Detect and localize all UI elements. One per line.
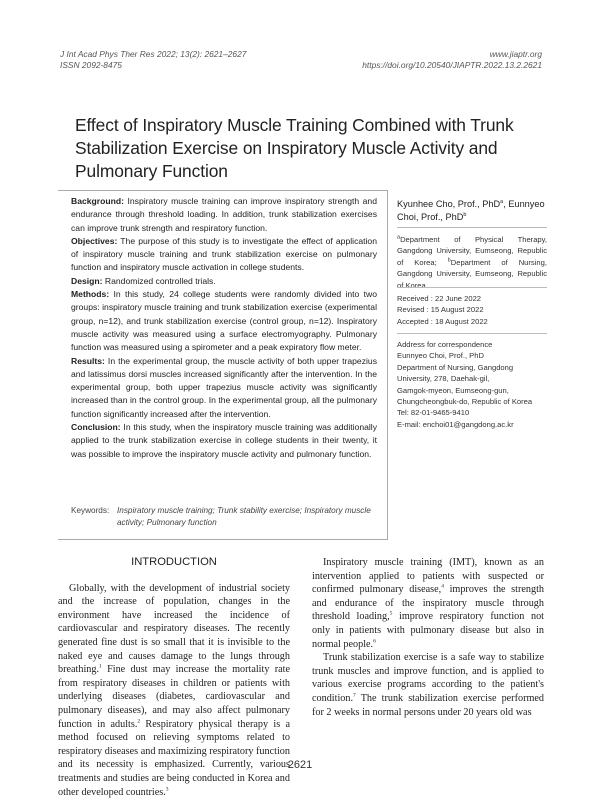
design-text: Randomized controlled trials.	[102, 275, 216, 286]
journal-citation: J Int Acad Phys Ther Res 2022; 13(2): 2621–2627	[60, 49, 247, 59]
journal-site-link[interactable]: www.jiaptr.org	[489, 49, 542, 59]
article-dates	[397, 293, 547, 327]
author-name: , Eunnyeo Choi, Prof., PhD	[397, 199, 545, 222]
conclusion-text: In this study, when the inspiratory muscle training was additionally applied to the trunk stabilization exercise in college students in their twenty, it was possible to improve the inspiratory muscle activity and pulmonary function.	[71, 422, 377, 459]
affiliation-sup: b	[447, 257, 451, 264]
background-text: Inspiratory muscle training can improve inspiratory strength and endurance through threshold loading. In addition, trunk stabilization exercises can improve trunk strength and respiratory function.	[71, 196, 377, 233]
correspondence-tel: Tel: 82-01-9465-9410	[397, 408, 470, 418]
affiliations	[397, 234, 547, 291]
abstract-conclusion	[71, 421, 377, 461]
abstract-design	[71, 275, 377, 288]
citation-ref[interactable]: 3	[165, 786, 169, 793]
intro-text: Fine dust may increase the mortality rate from respiratory diseases in children or patients with underlying diseases (diabetes, cardiovascular and pulmonary diseases), and may also affect pulmonary function in adults.	[58, 664, 290, 730]
issn: ISSN 2092-8475	[60, 60, 122, 70]
methods-label: Methods:	[71, 289, 110, 300]
affiliation-a: Department of Physical Therapy, Gangdong University, Eumseong, Republic of Korea;	[397, 235, 547, 267]
correspondence-email[interactable]: E-mail: enchoi01@gangdong.ac.kr	[397, 419, 514, 429]
abstract-objectives	[71, 235, 377, 275]
background-label: Background:	[71, 196, 124, 206]
results-text: In the experimental group, the muscle activity of both upper trapezius and latissimus dorsi muscles increased significantly after the intervention. In the experimental group, both upper trapezius muscle activity was significantly increased than in the control group. In the experimental group, all the pulmonary function significantly increased after the intervention.	[71, 355, 377, 419]
abstract-results	[71, 355, 377, 421]
abstract-background	[71, 195, 377, 235]
sidebar-divider	[397, 227, 547, 228]
intro-paragraph-3	[312, 651, 544, 719]
abstract	[71, 195, 377, 461]
author-list	[397, 198, 547, 224]
doi-link[interactable]: https://doi.org/10.20540/JIAPTR.2022.13.2.2621	[362, 60, 542, 70]
keywords-text: Inspiratory muscle training; Trunk stability exercise; Inspiratory muscle activity; Pulmonary function	[117, 506, 371, 527]
running-header-right	[362, 49, 542, 71]
correspondence-address: Gamgok-myeon, Eumseong-gun,	[397, 385, 509, 395]
intro-text: Inspiratory muscle training (IMT), known as an intervention applied to patients with suspected or confirmed pulmonary disease,	[312, 557, 544, 596]
body-column-right	[312, 556, 544, 719]
date-accepted: Accepted : 18 August 2022	[397, 316, 488, 326]
conclusion-label: Conclusion:	[71, 422, 121, 433]
intro-text: The trunk stabilization exercise performed for 2 weeks in normal persons under 20 years old was	[312, 692, 544, 718]
intro-text: Respiratory physical therapy is a method focused on relieving symptoms related to respiratory diseases and maximizing respiratory function and its necessity is emphasized. Currently, various treatments and studies are being conducted in Korea and other developed countries.	[58, 718, 290, 798]
author-name: Kyunhee Cho, Prof., PhD	[397, 199, 501, 209]
section-heading-introduction: INTRODUCTION	[131, 556, 217, 568]
correspondence-address: Department of Nursing, Gangdong University, 278, Daehak-gil,	[397, 362, 514, 384]
correspondence-address: Chungcheongbuk-do, Republic of Korea	[397, 397, 533, 407]
citation-ref[interactable]: 5	[389, 610, 393, 617]
author-sup: b	[463, 211, 467, 218]
intro-text: Globally, with the development of industrial society and the increase of population, changes in the environment have increased the incidence of cardiovascular and respiratory diseases. The recently generated fine dust is so small that it is invisible to the naked eye and causes damage to the lungs through breathing.	[58, 582, 290, 676]
citation-ref[interactable]: 4	[441, 583, 444, 590]
date-revised: Revised : 15 August 2022	[397, 305, 484, 315]
correspondence	[397, 339, 547, 430]
objectives-text: The purpose of this study is to investigate the effect of application of inspiratory muscle training and trunk stabilization exercise on pulmonary function and inspiratory muscle activation in college students.	[71, 235, 377, 273]
page-number: 2621	[287, 759, 313, 771]
intro-text: improve respiratory function not only in patients with pulmonary disease but also in normal people.	[312, 611, 544, 650]
design-label: Design:	[71, 275, 103, 286]
running-header-left	[60, 49, 246, 71]
sidebar-divider	[397, 333, 547, 334]
citation-ref[interactable]: 6	[373, 638, 376, 645]
intro-paragraph-2	[312, 556, 544, 651]
keywords-label: Keywords:	[71, 506, 110, 515]
intro-text: improves the strength and endurance of the inspiratory muscle through threshold loading,	[312, 584, 545, 623]
citation-ref[interactable]: 2	[137, 718, 141, 725]
results-label: Results:	[71, 355, 105, 366]
correspondence-name: Eunnyeo Choi, Prof., PhD	[397, 351, 484, 361]
affiliation-sup: a	[397, 234, 401, 241]
keywords	[71, 505, 377, 529]
abstract-methods	[71, 288, 377, 354]
affiliation-b: Department of Nursing, Gangdong University, Eumseong, Republic of Korea	[397, 257, 547, 290]
objectives-label: Objectives:	[71, 235, 118, 246]
date-received: Received : 22 June 2022	[397, 294, 482, 303]
citation-ref[interactable]: 7	[353, 692, 356, 699]
methods-text: In this study, 24 college students were randomly divided into two groups: inspiratory muscle training and trunk stabilization exercise (experimental group, n=12), and trunk stabilization exercise (control group, n=12). Inspiratory muscle activity was measured using a surface electromyography. Pulmonary function was measured using a spirometer and a peak expiratory flow meter.	[71, 289, 377, 353]
sidebar-divider	[397, 287, 547, 288]
paper-title: Effect of Inspiratory Muscle Training Combined with Trunk Stabilization Exercise on Inspiratory Muscle Activity and Pulmonary Function	[75, 115, 514, 181]
author-sup: a	[500, 198, 504, 205]
correspondence-label: Address for correspondence	[397, 340, 493, 349]
intro-text: Trunk stabilization exercise is a safe way to stabilize trunk muscles and improve function, and is applied to various exercise programs according to the patient's condition.	[312, 652, 544, 704]
citation-ref[interactable]: 1	[99, 663, 102, 670]
